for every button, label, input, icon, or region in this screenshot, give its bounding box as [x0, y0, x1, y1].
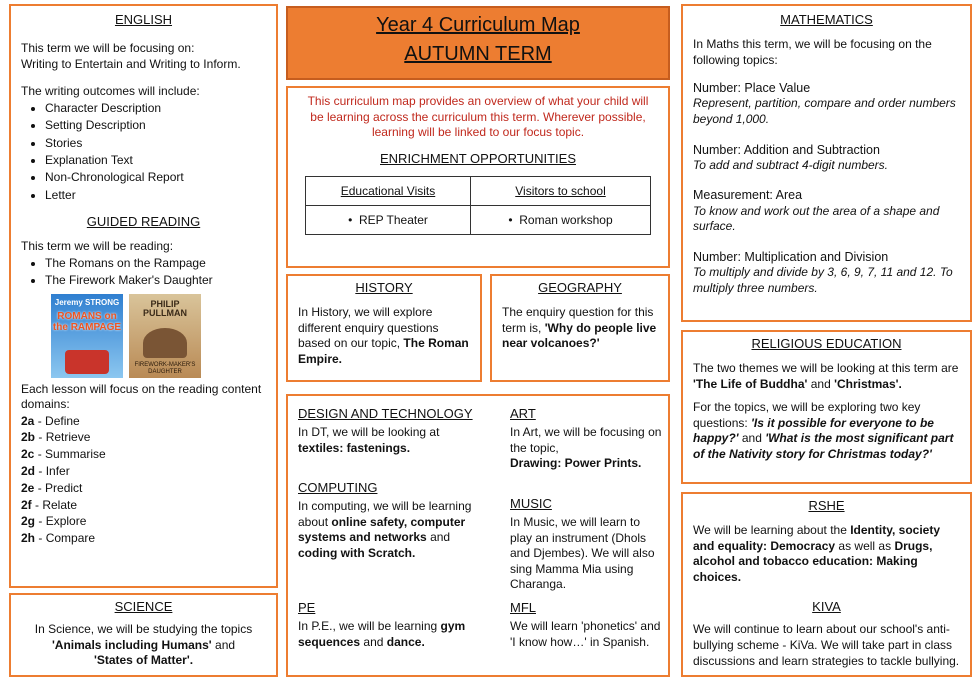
list-item: [21, 429, 266, 446]
mfl-section: [510, 600, 662, 650]
list-item: [21, 463, 266, 480]
pe-text: [298, 619, 488, 650]
rshe-as-well: as well as: [838, 538, 892, 553]
table-row: [306, 205, 651, 234]
computing-text-body: In computing, we will be learning about: [298, 499, 472, 529]
rshe-focus-1: Identity, society and equality: Democracy: [693, 523, 941, 553]
maths-topic-name: Number: Addition and Subtraction: [693, 142, 880, 157]
pe-title: PE: [298, 600, 316, 615]
rshe-title: RSHE: [808, 498, 845, 513]
table-cell: • REP Theater: [306, 205, 471, 234]
science-and: and: [215, 637, 236, 652]
dt-focus: textiles: fastenings.: [298, 440, 411, 455]
computing-title: COMPUTING: [298, 480, 378, 495]
art-text: In Art, we will be focusing on the topic,: [510, 425, 662, 455]
maths-topic: [693, 142, 960, 174]
guided-reading-title: GUIDED READING: [86, 214, 201, 230]
rshe-panel: [681, 492, 972, 677]
enrichment-title: ENRICHMENT OPPORTUNITIES: [380, 150, 576, 166]
domains-list: [21, 413, 266, 547]
list-item: • Stories: [45, 135, 266, 152]
enrichment-panel: [286, 86, 670, 268]
domain-name: - Infer: [38, 464, 70, 479]
history-panel: [286, 274, 482, 382]
guided-reading-intro: This term we will be reading:: [21, 239, 174, 254]
english-outcomes-intro: The writing outcomes will include:: [21, 84, 200, 99]
pe-text-body: In P.E., we will be learning: [298, 619, 438, 633]
geography-panel: [490, 274, 670, 382]
geography-title: GEOGRAPHY: [538, 280, 622, 295]
art-section: [510, 406, 662, 472]
re-questions: [693, 400, 960, 462]
computing-section: [298, 480, 488, 561]
geography-question: 'Why do people live near volcanoes?': [502, 320, 657, 351]
dt-section: [298, 406, 488, 456]
rshe-focus-2: Drugs, alcohol and tobacco education: Making choices.: [693, 538, 933, 584]
history-topic: The Roman Empire.: [298, 336, 469, 366]
maths-intro: In Maths this term, we will be focusing on the following topics:: [693, 37, 932, 67]
book-covers: [51, 294, 266, 378]
list-item: • The Romans on the Rampage: [45, 255, 266, 272]
domain-code: 2f: [21, 497, 32, 512]
maths-panel: [681, 4, 972, 322]
list-item: • The Firework Maker's Daughter: [45, 272, 266, 289]
domain-code: 2a: [21, 413, 35, 428]
computing-and: and: [430, 530, 451, 545]
computing-focus-2: coding with Scratch.: [298, 545, 416, 560]
cover-title: ROMANS on the RAMPAGE: [52, 310, 122, 333]
english-outcomes-list: [21, 100, 266, 204]
table-header: Visitors to school: [471, 176, 651, 205]
visit-item: REP Theater: [358, 212, 428, 227]
re-themes: [693, 361, 960, 392]
english-title: ENGLISH: [114, 12, 173, 27]
domain-name: - Define: [37, 413, 80, 428]
domains-intro: Each lesson will focus on the reading content domains:: [21, 381, 262, 412]
computing-focus-1: online safety, computer systems and networks: [298, 514, 466, 545]
kiva-title: KIVA: [812, 599, 841, 615]
history-text-body: In History, we will explore different enquiry questions based on our topic,: [298, 305, 439, 351]
pe-section: [298, 600, 488, 650]
art-title: ART: [510, 406, 536, 421]
maths-title: MATHEMATICS: [780, 12, 873, 27]
music-section: [510, 496, 662, 593]
english-intro: This term we will be focusing on:: [21, 41, 195, 55]
list-item: • Setting Description: [45, 117, 266, 134]
re-theme-1: 'The Life of Buddha': [693, 376, 808, 391]
maths-topic: [693, 249, 960, 296]
maths-topic-desc: Represent, partition, compare and order numbers beyond 1,000.: [693, 96, 956, 127]
maths-topic: [693, 187, 960, 234]
re-and: and: [741, 431, 762, 446]
domain-name: - Summarise: [37, 447, 106, 462]
cover-title: FIREWORK-MAKER'S DAUGHTER: [134, 362, 196, 375]
table-cell: • Roman workshop: [471, 205, 651, 234]
guided-reading-books: [21, 255, 266, 290]
enrichment-table: [305, 176, 651, 235]
science-topics: [21, 638, 266, 654]
geography-text: [502, 305, 658, 352]
history-text: [298, 305, 470, 367]
pe-and: and: [363, 634, 384, 649]
maths-topic-desc: To know and work out the area of a shape and surface.: [693, 203, 940, 234]
list-item: [21, 530, 266, 547]
re-title: RELIGIOUS EDUCATION: [751, 336, 902, 351]
list-item: • Non-Chronological Report: [45, 169, 266, 186]
re-panel: [681, 330, 972, 484]
science-topic-2: 'States of Matter'.: [93, 653, 194, 668]
domain-name: - Relate: [35, 497, 78, 512]
science-title: SCIENCE: [114, 599, 173, 614]
re-themes-text: The two themes we will be looking at this term are: [693, 361, 959, 375]
geography-text-body: The enquiry question for this term is,: [502, 305, 654, 335]
maths-topic-desc: To add and subtract 4-digit numbers.: [693, 157, 889, 172]
science-panel: [9, 593, 278, 677]
list-item: • Character Description: [45, 100, 266, 117]
maths-topic-name: Measurement: Area: [693, 188, 803, 203]
pe-focus-2: dance.: [386, 634, 425, 649]
intro-text: This curriculum map provides an overview of what your child will be learning across the curriculum this term. Wherever possible, learning will be linked to our focus topic.: [307, 94, 649, 140]
firework-book-cover: [129, 294, 201, 378]
subjects-panel: [286, 394, 670, 677]
music-text: In Music, we will learn to play an instrument (Dhols and Djembes). We will also sing Mamma Mia using Charanga.: [510, 515, 655, 592]
music-title: MUSIC: [510, 496, 552, 511]
list-item: • Explanation Text: [45, 152, 266, 169]
art-focus: Drawing: Power Prints.: [510, 456, 642, 471]
re-and: and: [810, 376, 831, 391]
mfl-text: We will learn 'phonetics' and 'I know how…' in Spanish.: [510, 619, 661, 649]
term-title: AUTUMN TERM: [404, 43, 552, 65]
domain-name: - Predict: [37, 480, 83, 495]
table-row: [306, 176, 651, 205]
domain-code: 2g: [21, 514, 36, 529]
english-focus: Writing to Entertain and Writing to Inform.: [21, 56, 241, 71]
re-question-1: 'Is it possible for everyone to be happy?': [693, 415, 934, 446]
cover-author: PHILIP PULLMAN: [143, 298, 187, 319]
re-questions-text: For the topics, we will be exploring two key questions:: [693, 400, 921, 430]
maths-topic-name: Number: Multiplication and Division: [693, 249, 889, 264]
list-item: [21, 413, 266, 430]
domain-code: 2e: [21, 480, 35, 495]
domain-name: - Compare: [38, 531, 96, 546]
list-item: [21, 513, 266, 530]
rshe-text-body: We will be learning about the: [693, 523, 847, 537]
domain-code: 2d: [21, 464, 36, 479]
dt-text: In DT, we will be looking at: [298, 425, 440, 439]
list-item: [21, 446, 266, 463]
computing-text: [298, 499, 488, 561]
kiva-text: We will continue to learn about our school's anti-bullying scheme - KiVa. We will take part in class discussions and learn strategies to tackle bullying.: [693, 622, 960, 668]
domain-name: - Retrieve: [38, 430, 91, 445]
science-topic-1: 'Animals including Humans': [51, 637, 212, 652]
re-question-2: 'What is the most significant part of the Nativity story for Christmas today?': [693, 431, 954, 461]
domain-code: 2b: [21, 430, 36, 445]
history-title: HISTORY: [355, 280, 413, 295]
domain-code: 2h: [21, 531, 36, 546]
header-panel: [286, 6, 670, 80]
list-item: • Letter: [45, 187, 266, 204]
re-theme-2: 'Christmas'.: [834, 376, 902, 391]
romans-book-cover: [51, 294, 123, 378]
domain-code: 2c: [21, 447, 35, 462]
english-panel: [9, 4, 278, 588]
maths-topic-desc: To multiply and divide by 3, 6, 9, 7, 11 and 12. To multiply three numbers.: [693, 265, 953, 295]
list-item: [21, 480, 266, 497]
domain-name: - Explore: [38, 514, 87, 529]
table-header: Educational Visits: [306, 176, 471, 205]
science-text: In Science, we will be studying the topics: [34, 622, 253, 636]
maths-topic-name: Number: Place Value: [693, 81, 811, 96]
maths-topic: [693, 80, 960, 127]
list-item: [21, 497, 266, 514]
pe-focus-1: gym sequences: [298, 619, 466, 649]
page-title: Year 4 Curriculum Map: [376, 14, 580, 36]
mfl-title: MFL: [510, 600, 536, 615]
visitor-item: Roman workshop: [519, 212, 613, 227]
rshe-text: [693, 523, 960, 585]
cover-author: Jeremy STRONG: [54, 297, 120, 307]
dt-title: DESIGN AND TECHNOLOGY: [298, 406, 473, 421]
